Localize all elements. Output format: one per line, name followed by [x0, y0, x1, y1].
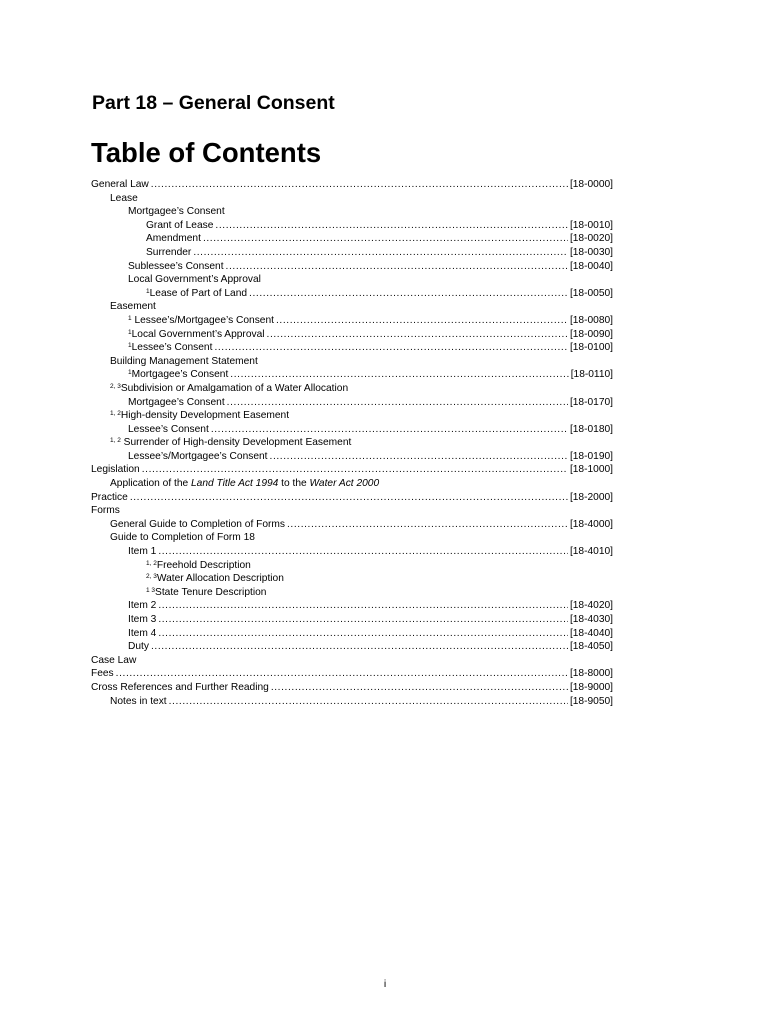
toc-entry-label — [128, 260, 224, 274]
label-text: Lessee’s/Mortgagee’s Consent — [128, 450, 268, 462]
footnote-marker: 1 — [146, 287, 150, 295]
toc-entry[interactable] — [91, 314, 613, 328]
toc-entry[interactable] — [91, 192, 613, 206]
footnote-marker: 1 — [128, 369, 132, 377]
toc-entry-label — [110, 477, 379, 491]
label-text: Case Law — [91, 654, 137, 666]
label-text: Lease — [110, 192, 138, 204]
label-text: Grant of Lease — [146, 219, 214, 231]
toc-entry[interactable] — [91, 559, 613, 573]
toc-entry-page-ref: [18-4010] — [569, 546, 613, 558]
toc-entry-page-ref: [18-0030] — [569, 246, 613, 258]
dot-leader — [227, 396, 568, 410]
act-title: Land Title Act 1994 — [191, 478, 279, 490]
label-text: Guide to Completion of Form 18 — [110, 532, 255, 544]
toc-entry-label — [91, 178, 149, 192]
toc-entry[interactable] — [91, 246, 613, 260]
dot-leader — [151, 178, 568, 192]
label-text: Item 1 — [128, 546, 157, 558]
dot-leader — [203, 232, 568, 246]
footnote-marker: 2, 3 — [146, 573, 157, 581]
toc-entry-page-ref: [18-0080] — [569, 314, 613, 326]
toc-entry[interactable] — [91, 463, 613, 477]
footnote-marker: 1 — [128, 342, 132, 350]
label-text: Item 2 — [128, 600, 157, 612]
toc-entry[interactable] — [91, 654, 613, 668]
toc-entry-page-ref: [18-0050] — [569, 287, 613, 299]
toc-entry-label — [110, 436, 351, 450]
act-title: Water Act 2000 — [309, 478, 380, 490]
footnote-marker: 1 3 — [146, 586, 156, 594]
toc-entry[interactable] — [91, 300, 613, 314]
toc-entry-label — [128, 450, 268, 464]
toc-entry-page-ref: [18-4000] — [569, 518, 613, 530]
toc-entry[interactable] — [91, 491, 613, 505]
toc-entry-label — [128, 328, 265, 342]
toc-entry[interactable] — [91, 396, 613, 410]
toc-entry[interactable] — [91, 341, 613, 355]
dot-leader — [169, 695, 568, 709]
toc-entry-label — [128, 423, 209, 437]
toc-entry[interactable] — [91, 572, 613, 586]
toc-entry-label — [128, 613, 156, 627]
label-text: High-density Development Easement — [120, 410, 290, 422]
label-text: Mortgagee’s Consent — [128, 396, 225, 408]
dot-leader — [130, 491, 568, 505]
toc-entry-label — [128, 341, 212, 355]
toc-entry-label — [128, 627, 156, 641]
toc-entry[interactable] — [91, 423, 613, 437]
label-text: Mortgagee’s Consent — [128, 206, 225, 218]
label-text: Building Management Statement — [110, 355, 258, 367]
toc-entry[interactable] — [91, 586, 613, 600]
toc-entry[interactable] — [91, 178, 613, 192]
label-text: Item 4 — [128, 627, 157, 639]
dot-leader — [158, 613, 568, 627]
label-text: Sublessee’s Consent — [128, 260, 224, 272]
label-text: Application of the — [110, 478, 191, 490]
dot-leader — [215, 219, 568, 233]
toc-entry-page-ref: [18-9050] — [569, 695, 613, 707]
label-text: Easement — [110, 301, 156, 313]
toc-entry[interactable] — [91, 328, 613, 342]
toc-entry[interactable] — [91, 409, 613, 423]
footnote-marker: 1 — [128, 328, 132, 336]
toc-entry[interactable] — [91, 518, 613, 532]
toc-entry-page-ref: [18-1000] — [569, 464, 613, 476]
toc-entry-label — [146, 559, 251, 573]
toc-entry[interactable] — [91, 477, 613, 491]
dot-leader — [270, 450, 568, 464]
toc-entry[interactable] — [91, 531, 613, 545]
toc-entry-page-ref: [18-0090] — [569, 328, 613, 340]
toc-entry-label — [91, 654, 136, 668]
toc-title: Table of Contents — [91, 137, 322, 168]
toc-entry-label — [146, 572, 284, 586]
toc-entry-page-ref: [18-0100] — [569, 342, 613, 354]
toc-entry-page-ref: [18-4050] — [569, 641, 613, 653]
toc-entry-page-ref: [18-0190] — [569, 450, 613, 462]
toc-entry-label — [110, 382, 348, 396]
part-title: Part 18 – General Consent — [92, 92, 335, 114]
toc-entry[interactable] — [91, 613, 613, 627]
toc-entry[interactable] — [91, 368, 613, 382]
footnote-marker: 1 — [128, 314, 132, 322]
toc-entry-label — [128, 368, 228, 382]
dot-leader — [116, 667, 568, 681]
toc-entry-page-ref: [18-0020] — [569, 233, 613, 245]
label-text: Practice — [91, 491, 128, 503]
toc-entry-label — [91, 491, 128, 505]
toc-entry-page-ref: [18-0000] — [569, 179, 613, 190]
toc-entry-label — [128, 314, 274, 328]
dot-leader — [271, 681, 568, 695]
dot-leader — [158, 627, 568, 641]
toc-entry-page-ref: [18-0110] — [570, 369, 613, 381]
toc-entry-label — [91, 667, 114, 681]
toc-entry-label — [110, 300, 156, 314]
toc-entry[interactable] — [91, 627, 613, 641]
toc-entry-label — [110, 355, 258, 369]
toc-entry[interactable] — [91, 355, 613, 369]
label-text: Lessee’s Consent — [131, 342, 213, 354]
toc-entry-label — [91, 504, 120, 518]
label-text: Local Government’s Approval — [131, 328, 265, 340]
label-text: Cross References and Further Reading — [91, 681, 269, 693]
toc-entry[interactable] — [91, 273, 613, 287]
toc-entry-label — [110, 192, 138, 206]
label-text: Subdivision or Amalgamation of a Water Allocation — [120, 382, 349, 394]
toc-entry-label — [110, 518, 285, 532]
label-text: Lessee’s Consent — [128, 423, 209, 435]
toc-entry-label — [128, 273, 261, 287]
toc-entry-page-ref: [18-0010] — [569, 219, 613, 231]
label-text: Mortgagee’s Consent — [131, 369, 229, 381]
toc-entry[interactable] — [91, 504, 613, 518]
toc-entry[interactable] — [91, 205, 613, 219]
label-text: Freehold Description — [156, 559, 251, 571]
footnote-marker: 1, 2 — [146, 559, 157, 567]
page-number: i — [383, 978, 387, 990]
dot-leader — [193, 246, 568, 260]
toc-entry-page-ref: [18-9000] — [569, 681, 613, 693]
toc-entry-page-ref: [18-4040] — [569, 627, 613, 639]
dot-leader — [142, 463, 568, 477]
toc-entry-label — [146, 219, 213, 233]
toc-entry-page-ref: [18-0040] — [569, 260, 613, 272]
label-text: Fees — [91, 668, 114, 680]
dot-leader — [151, 640, 568, 654]
toc-entry-label — [128, 640, 149, 654]
dot-leader — [226, 260, 568, 274]
toc-entry[interactable] — [91, 640, 613, 654]
label-text: Amendment — [146, 233, 201, 245]
toc-entry[interactable] — [91, 681, 613, 695]
toc-entry[interactable] — [91, 287, 613, 301]
toc-entry[interactable] — [91, 232, 613, 246]
toc-entry-label — [110, 695, 167, 709]
toc-entry-label — [146, 232, 201, 246]
table-of-contents — [91, 178, 613, 708]
toc-entry-label — [91, 463, 140, 477]
toc-entry-label — [128, 205, 225, 219]
dot-leader — [158, 545, 568, 559]
toc-entry-page-ref: [18-8000] — [569, 668, 613, 680]
toc-entry-page-ref: [18-4030] — [569, 614, 613, 625]
label-text: Item 3 — [128, 614, 157, 625]
label-text: General Law — [91, 179, 149, 190]
dot-leader — [287, 518, 568, 532]
label-text: Legislation — [91, 464, 140, 476]
toc-entry[interactable] — [91, 545, 613, 559]
toc-entry[interactable] — [91, 599, 613, 613]
toc-entry[interactable] — [91, 695, 613, 709]
label-text: State Tenure Description — [155, 586, 267, 598]
toc-entry[interactable] — [91, 436, 613, 450]
label-text: Notes in text — [110, 695, 167, 707]
label-text: Water Allocation Description — [156, 573, 284, 585]
toc-entry-page-ref: [18-4020] — [569, 600, 613, 612]
label-text: Lessee’s/Mortgagee’s Consent — [131, 314, 274, 326]
toc-entry-label — [146, 586, 266, 600]
dot-leader — [158, 599, 568, 613]
toc-entry-page-ref: [18-0180] — [569, 423, 613, 435]
footnote-marker: 1, 2 — [110, 410, 121, 418]
toc-entry-label — [128, 599, 156, 613]
label-text: to the — [278, 478, 310, 490]
toc-entry-label — [110, 531, 255, 545]
dot-leader — [267, 328, 568, 342]
toc-entry[interactable] — [91, 260, 613, 274]
toc-entry[interactable] — [91, 382, 613, 396]
dot-leader — [214, 341, 568, 355]
toc-entry-label — [91, 681, 269, 695]
label-text: General Guide to Completion of Forms — [110, 518, 285, 530]
toc-entry-page-ref: [18-2000] — [569, 491, 613, 503]
footnote-marker: 2, 3 — [110, 382, 121, 390]
label-text: Forms — [91, 505, 120, 517]
label-text: Local Government’s Approval — [128, 274, 261, 286]
dot-leader — [230, 368, 568, 382]
label-text: Duty — [128, 641, 149, 653]
toc-entry-label — [128, 545, 156, 559]
toc-entry-label — [146, 287, 247, 301]
label-text: Surrender — [146, 246, 192, 258]
toc-entry[interactable] — [91, 450, 613, 464]
toc-entry-label — [128, 396, 225, 410]
toc-entry-label — [110, 409, 289, 423]
footnote-marker: 1, 2 — [110, 437, 121, 445]
toc-entry-page-ref: [18-0170] — [569, 396, 613, 408]
dot-leader — [211, 423, 568, 437]
toc-entry[interactable] — [91, 219, 613, 233]
label-text: Surrender of High-density Development Easement — [120, 437, 352, 449]
toc-entry[interactable] — [91, 667, 613, 681]
dot-leader — [249, 287, 568, 301]
label-text: Lease of Part of Land — [149, 287, 248, 299]
toc-entry-label — [146, 246, 191, 260]
dot-leader — [276, 314, 568, 328]
